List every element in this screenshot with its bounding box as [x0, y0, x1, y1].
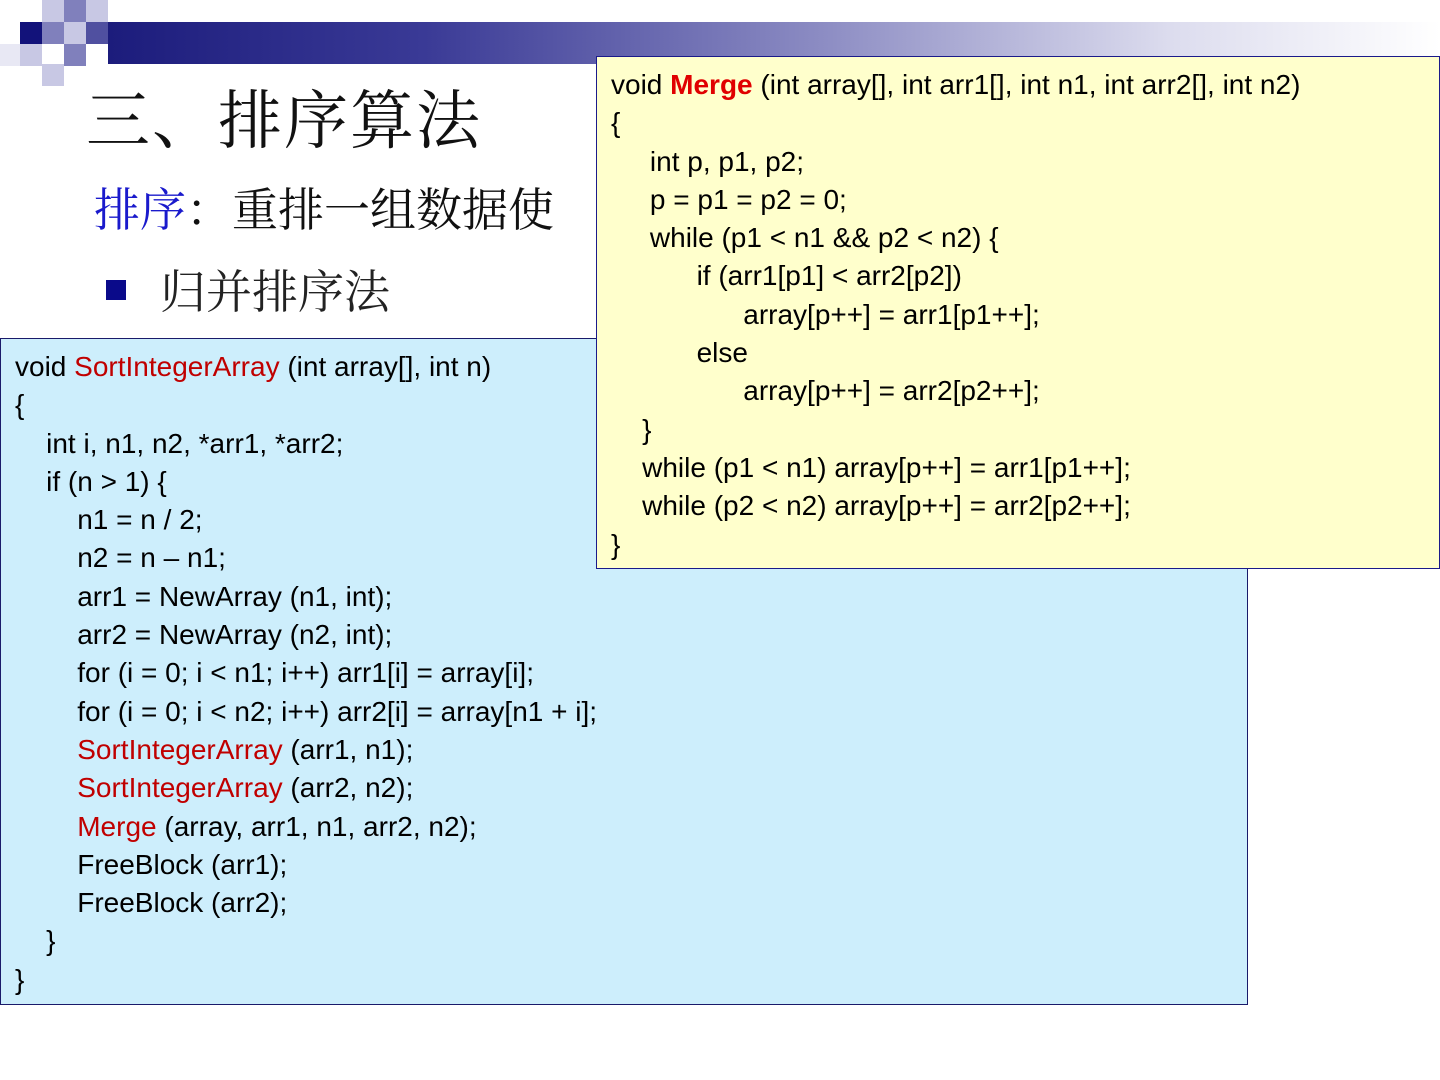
code-line: if (arr1[p1] < arr2[p2]) [611, 260, 962, 292]
code-indent [15, 811, 77, 842]
code-line: array[p++] = arr1[p1++]; [611, 298, 1040, 330]
code-indent [15, 772, 77, 803]
code-line: { [611, 107, 621, 139]
merge-code-box [596, 56, 1440, 569]
function-name: SortIntegerArray [74, 351, 280, 382]
header-square [42, 0, 64, 22]
code-line: } [611, 413, 652, 445]
bullet-label: 归并排序法 [160, 265, 390, 319]
header-square [86, 22, 108, 44]
subtitle-text: ：重排一组数据使 [186, 183, 554, 237]
code-line: { [15, 389, 25, 421]
code-line: } [15, 925, 56, 957]
code-line: arr2 = NewArray (n2, int); [15, 619, 393, 651]
code-line: n1 = n / 2; [15, 504, 203, 536]
code-line [15, 769, 1247, 807]
function-name: SortIntegerArray [77, 772, 283, 804]
code-line: while (p1 < n1) array[p++] = arr1[p1++]; [611, 451, 1131, 483]
function-name: Merge [670, 69, 753, 100]
code-line [15, 808, 1247, 846]
code-text: (array, arr1, n1, arr2, n2); [156, 810, 477, 842]
header-square [64, 22, 86, 44]
code-line: int p, p1, p2; [611, 145, 805, 177]
slide-title: 三、排序算法 [86, 85, 482, 159]
slide-subtitle [94, 174, 554, 240]
code-line [611, 66, 1439, 104]
code-line: p = p1 = p2 = 0; [611, 183, 847, 215]
header-square [0, 44, 20, 66]
code-line: array[p++] = arr2[p2++]; [611, 375, 1040, 407]
code-line: while (p1 < n1 && p2 < n2) { [611, 222, 999, 254]
square-bullet-icon [106, 280, 126, 300]
bullet-item [106, 256, 390, 322]
header-square [42, 22, 64, 44]
code-line: else [611, 337, 748, 369]
code-line: n2 = n – n1; [15, 542, 226, 574]
code-line: if (n > 1) { [15, 465, 167, 497]
code-line: int i, n1, n2, *arr1, *arr2; [15, 427, 344, 459]
header-square [42, 64, 64, 86]
header-square [86, 0, 108, 22]
code-indent [15, 734, 77, 765]
header-square [64, 44, 86, 66]
subtitle-term: 排序 [94, 183, 186, 237]
function-name: Merge [77, 810, 157, 842]
header-square [20, 44, 42, 66]
function-name: SortIntegerArray [77, 733, 283, 765]
code-text: (int array[], int n) [279, 351, 492, 382]
code-line [15, 731, 1247, 769]
code-line: FreeBlock (arr2); [15, 887, 288, 919]
code-line: } [15, 963, 25, 995]
code-line: } [611, 528, 621, 560]
code-text: (arr2, n2); [282, 772, 414, 804]
code-line: for (i = 0; i < n2; i++) arr2[i] = array[n1 + i]; [15, 695, 598, 727]
code-line: arr1 = NewArray (n1, int); [15, 580, 393, 612]
code-text: (int array[], int arr1[], int n1, int arr2[], int n2) [752, 69, 1301, 100]
code-text: void [611, 69, 671, 100]
header-square [20, 22, 42, 44]
code-line: for (i = 0; i < n1; i++) arr1[i] = array[i]; [15, 657, 534, 689]
header-square [64, 0, 86, 22]
code-line: FreeBlock (arr1); [15, 848, 288, 880]
code-line: while (p2 < n2) array[p++] = arr2[p2++]; [611, 490, 1131, 522]
code-text: (arr1, n1); [282, 733, 414, 765]
code-text: void [15, 351, 75, 382]
